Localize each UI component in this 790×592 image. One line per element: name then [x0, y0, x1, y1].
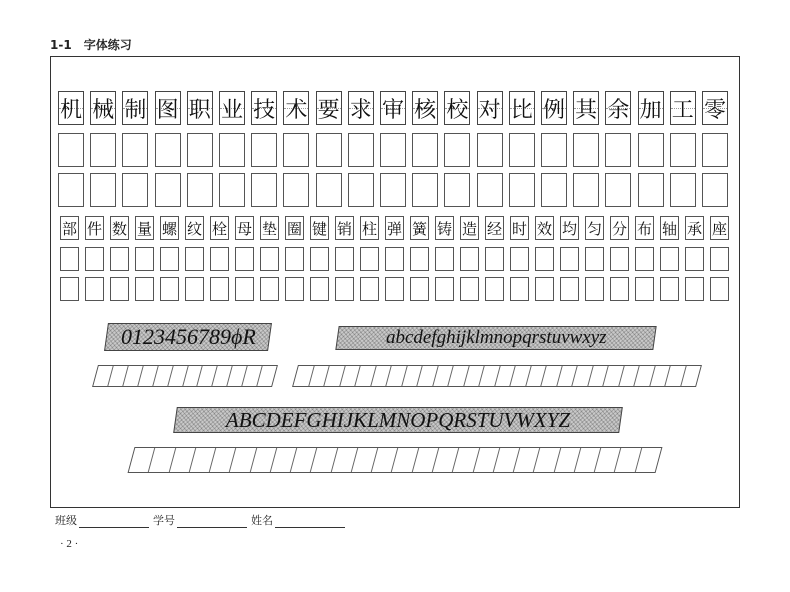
small-practice-cell[interactable]: [60, 277, 79, 301]
small-char-cell-char: 匀: [586, 219, 602, 238]
large-practice-cell[interactable]: [541, 173, 567, 207]
large-char-cell: [58, 91, 84, 125]
student-info-footer: [55, 512, 349, 528]
small-practice-cell[interactable]: [560, 247, 579, 271]
large-practice-cell[interactable]: [219, 133, 245, 167]
small-char-cell-char: 纹: [186, 219, 202, 238]
small-char-cell-char: 键: [311, 219, 327, 238]
large-char-cell-char: 工: [671, 97, 694, 123]
small-practice-cell[interactable]: [535, 247, 554, 271]
small-practice-cell[interactable]: [310, 247, 329, 271]
large-practice-cell[interactable]: [283, 173, 309, 207]
small-practice-cell[interactable]: [135, 247, 154, 271]
large-practice-cell[interactable]: [90, 133, 116, 167]
large-char-cell: [219, 91, 245, 125]
large-practice-cell[interactable]: [702, 173, 728, 207]
small-char-cell: [685, 216, 704, 240]
small-char-cell-char: 件: [86, 219, 102, 238]
small-practice-cell[interactable]: [110, 247, 129, 271]
large-char-cell: [155, 91, 181, 125]
large-practice-cell[interactable]: [155, 173, 181, 207]
large-practice-cell[interactable]: [573, 133, 599, 167]
lowercase-banner: [335, 326, 656, 350]
small-practice-cell[interactable]: [160, 247, 179, 271]
small-practice-cell[interactable]: [285, 277, 304, 301]
small-char-cell-char: 栓: [211, 219, 227, 238]
small-char-cell-char: 簧: [411, 219, 427, 238]
large-practice-cell[interactable]: [670, 173, 696, 207]
large-practice-cell[interactable]: [380, 173, 406, 207]
large-char-cell: [509, 91, 535, 125]
small-practice-cell[interactable]: [385, 247, 404, 271]
small-practice-cell[interactable]: [585, 277, 604, 301]
small-practice-cell[interactable]: [335, 277, 354, 301]
class-label: 班级: [55, 514, 77, 527]
small-char-cell-char: 数: [111, 219, 127, 238]
large-char-cell-char: 比: [510, 97, 533, 123]
lowercase-text: abcdefghijklmnopqrstuvwxyz: [385, 327, 607, 348]
large-char-cell: [541, 91, 567, 125]
large-char-cell-char: 制: [124, 97, 147, 123]
small-char-cell: [210, 216, 229, 240]
practice-sheet-frame: [50, 56, 740, 508]
small-char-cell: [310, 216, 329, 240]
large-char-cell-char: 机: [59, 97, 82, 123]
lowercase-practice-strip: [292, 365, 702, 387]
large-char-cell: [251, 91, 277, 125]
digits-banner: [104, 323, 272, 351]
small-char-cell-char: 量: [136, 219, 152, 238]
large-char-cell-char: 要: [317, 97, 340, 123]
small-char-cell: [535, 216, 554, 240]
large-practice-cell[interactable]: [155, 133, 181, 167]
small-practice-cell[interactable]: [435, 277, 454, 301]
large-practice-cell[interactable]: [380, 133, 406, 167]
small-char-cell-char: 时: [511, 219, 527, 238]
large-char-cell: [605, 91, 631, 125]
large-practice-cell[interactable]: [58, 173, 84, 207]
small-practice-cell[interactable]: [260, 247, 279, 271]
small-char-cell-char: 分: [611, 219, 627, 238]
exercise-title: 字体练习: [83, 38, 132, 52]
large-char-cell-char: 余: [607, 97, 630, 123]
large-practice-cell[interactable]: [251, 173, 277, 207]
large-char-cell: [638, 91, 664, 125]
small-practice-cell[interactable]: [60, 247, 79, 271]
small-char-cell: [335, 216, 354, 240]
small-char-cell: [435, 216, 454, 240]
large-practice-cell[interactable]: [348, 133, 374, 167]
small-char-cell: [135, 216, 154, 240]
large-char-cell-char: 其: [575, 97, 598, 123]
small-practice-cell[interactable]: [710, 247, 729, 271]
name-field[interactable]: [251, 512, 345, 528]
small-char-cell: [560, 216, 579, 240]
small-char-cell-char: 铸: [436, 219, 452, 238]
large-practice-cell[interactable]: [444, 173, 470, 207]
small-char-cell: [710, 216, 729, 240]
small-char-cell: [60, 216, 79, 240]
small-practice-cell[interactable]: [635, 247, 654, 271]
small-practice-cell[interactable]: [210, 247, 229, 271]
small-char-cell: [460, 216, 479, 240]
small-char-cell: [185, 216, 204, 240]
large-char-cell: [670, 91, 696, 125]
small-practice-cell[interactable]: [385, 277, 404, 301]
large-char-cell: [90, 91, 116, 125]
small-practice-cell[interactable]: [610, 247, 629, 271]
small-practice-cell[interactable]: [85, 247, 104, 271]
large-practice-cell[interactable]: [702, 133, 728, 167]
small-char-cell: [585, 216, 604, 240]
small-practice-cell[interactable]: [260, 277, 279, 301]
large-char-cell: [283, 91, 309, 125]
digits-practice-strip: [92, 365, 278, 387]
small-char-cell: [160, 216, 179, 240]
large-practice-cell[interactable]: [444, 133, 470, 167]
class-blank[interactable]: [79, 515, 149, 528]
small-practice-cell[interactable]: [185, 277, 204, 301]
small-practice-cell[interactable]: [610, 277, 629, 301]
small-practice-cell[interactable]: [360, 247, 379, 271]
small-practice-cell[interactable]: [235, 247, 254, 271]
large-practice-cell[interactable]: [90, 173, 116, 207]
student-no-label: 学号: [153, 514, 175, 527]
name-label: 姓名: [251, 514, 273, 527]
large-practice-cell[interactable]: [509, 173, 535, 207]
large-char-cell-char: 零: [703, 97, 726, 123]
large-practice-cell[interactable]: [122, 173, 148, 207]
small-char-cell-char: 柱: [361, 219, 377, 238]
small-char-cell: [610, 216, 629, 240]
large-practice-cell[interactable]: [477, 133, 503, 167]
small-char-cell: [385, 216, 404, 240]
large-char-cell-char: 图: [156, 97, 179, 123]
small-char-cell-char: 部: [61, 219, 77, 238]
large-char-cell-char: 业: [220, 97, 243, 123]
small-char-cell: [110, 216, 129, 240]
small-char-cell-char: 造: [461, 219, 477, 238]
large-char-cell: [477, 91, 503, 125]
large-practice-cell[interactable]: [412, 173, 438, 207]
large-char-cell-char: 术: [285, 97, 308, 123]
small-practice-cell[interactable]: [535, 277, 554, 301]
small-practice-cell[interactable]: [510, 247, 529, 271]
large-practice-cell[interactable]: [283, 133, 309, 167]
small-char-cell-char: 均: [561, 219, 577, 238]
small-char-cell: [235, 216, 254, 240]
large-practice-cell[interactable]: [541, 133, 567, 167]
large-practice-cell[interactable]: [58, 133, 84, 167]
small-char-cell-char: 圈: [286, 219, 302, 238]
small-practice-cell[interactable]: [660, 247, 679, 271]
large-char-cell: [187, 91, 213, 125]
large-char-cell-char: 校: [446, 97, 469, 123]
class-field[interactable]: [55, 512, 149, 528]
small-practice-cell[interactable]: [685, 247, 704, 271]
large-char-cell-char: 求: [349, 97, 372, 123]
small-char-cell: [660, 216, 679, 240]
large-practice-cell[interactable]: [219, 173, 245, 207]
small-char-cell-char: 座: [711, 219, 727, 238]
small-practice-cell[interactable]: [685, 277, 704, 301]
large-char-cell-char: 对: [478, 97, 501, 123]
small-char-cell: [635, 216, 654, 240]
large-practice-cell[interactable]: [316, 133, 342, 167]
large-char-cell: [348, 91, 374, 125]
large-char-cell: [702, 91, 728, 125]
student-no-field[interactable]: [153, 512, 247, 528]
small-char-cell: [410, 216, 429, 240]
large-practice-cell[interactable]: [412, 133, 438, 167]
small-char-cell-char: 螺: [161, 219, 177, 238]
small-char-cell: [260, 216, 279, 240]
small-char-cell: [485, 216, 504, 240]
small-char-cell-char: 轴: [661, 219, 677, 238]
small-char-cell-char: 布: [636, 219, 652, 238]
large-char-cell-char: 技: [253, 97, 276, 123]
large-practice-cell[interactable]: [638, 133, 664, 167]
small-practice-cell[interactable]: [110, 277, 129, 301]
large-char-cell: [122, 91, 148, 125]
small-practice-cell[interactable]: [185, 247, 204, 271]
small-char-cell-char: 承: [686, 219, 702, 238]
small-practice-cell[interactable]: [435, 247, 454, 271]
small-char-cell: [360, 216, 379, 240]
large-practice-cell[interactable]: [638, 173, 664, 207]
small-practice-cell[interactable]: [235, 277, 254, 301]
small-practice-cell[interactable]: [335, 247, 354, 271]
small-practice-cell[interactable]: [160, 277, 179, 301]
small-practice-cell[interactable]: [460, 247, 479, 271]
large-practice-cell[interactable]: [573, 173, 599, 207]
large-practice-cell[interactable]: [187, 173, 213, 207]
small-char-cell: [510, 216, 529, 240]
large-practice-cell[interactable]: [316, 173, 342, 207]
small-char-cell-char: 经: [486, 219, 502, 238]
small-practice-cell[interactable]: [635, 277, 654, 301]
large-practice-cell[interactable]: [348, 173, 374, 207]
small-char-cell-char: 效: [536, 219, 552, 238]
large-char-cell-char: 加: [639, 97, 662, 123]
large-char-cell-char: 审: [381, 97, 404, 123]
uppercase-text: ABCDEFGHIJKLMNOPQRSTUVWXYZ: [225, 407, 571, 432]
small-practice-cell[interactable]: [210, 277, 229, 301]
exercise-heading: [50, 36, 132, 53]
small-practice-cell[interactable]: [560, 277, 579, 301]
small-practice-cell[interactable]: [510, 277, 529, 301]
large-char-cell: [412, 91, 438, 125]
large-practice-cell[interactable]: [605, 173, 631, 207]
small-practice-cell[interactable]: [285, 247, 304, 271]
large-char-cell: [316, 91, 342, 125]
small-char-cell-char: 销: [336, 219, 352, 238]
large-practice-cell[interactable]: [122, 133, 148, 167]
large-char-cell: [444, 91, 470, 125]
large-practice-cell[interactable]: [477, 173, 503, 207]
large-char-cell-char: 械: [92, 97, 115, 123]
small-practice-cell[interactable]: [85, 277, 104, 301]
large-char-cell: [380, 91, 406, 125]
large-char-cell-char: 例: [542, 97, 565, 123]
small-practice-cell[interactable]: [135, 277, 154, 301]
small-practice-cell[interactable]: [410, 247, 429, 271]
uppercase-banner: [173, 407, 623, 433]
large-char-cell-char: 职: [188, 97, 211, 123]
digits-text: 0123456789ϕR: [120, 324, 256, 349]
small-practice-cell[interactable]: [660, 277, 679, 301]
large-practice-cell[interactable]: [605, 133, 631, 167]
small-practice-cell[interactable]: [485, 277, 504, 301]
small-practice-cell[interactable]: [360, 277, 379, 301]
small-char-cell: [85, 216, 104, 240]
small-practice-cell[interactable]: [585, 247, 604, 271]
large-practice-cell[interactable]: [251, 133, 277, 167]
small-char-cell-char: 母: [236, 219, 252, 238]
student-no-blank[interactable]: [177, 515, 247, 528]
small-char-cell: [285, 216, 304, 240]
large-practice-cell[interactable]: [509, 133, 535, 167]
small-practice-cell[interactable]: [410, 277, 429, 301]
small-practice-cell[interactable]: [710, 277, 729, 301]
large-char-cell-char: 核: [414, 97, 437, 123]
small-practice-cell[interactable]: [485, 247, 504, 271]
large-char-cell: [573, 91, 599, 125]
small-char-cell-char: 弹: [386, 219, 402, 238]
small-practice-cell[interactable]: [460, 277, 479, 301]
large-practice-cell[interactable]: [187, 133, 213, 167]
uppercase-practice-strip: [128, 447, 663, 473]
small-practice-cell[interactable]: [310, 277, 329, 301]
large-practice-cell[interactable]: [670, 133, 696, 167]
small-char-cell-char: 垫: [261, 219, 277, 238]
page-number: · 2 ·: [60, 538, 79, 550]
name-blank[interactable]: [275, 515, 345, 528]
exercise-number: 1-1: [50, 38, 72, 52]
